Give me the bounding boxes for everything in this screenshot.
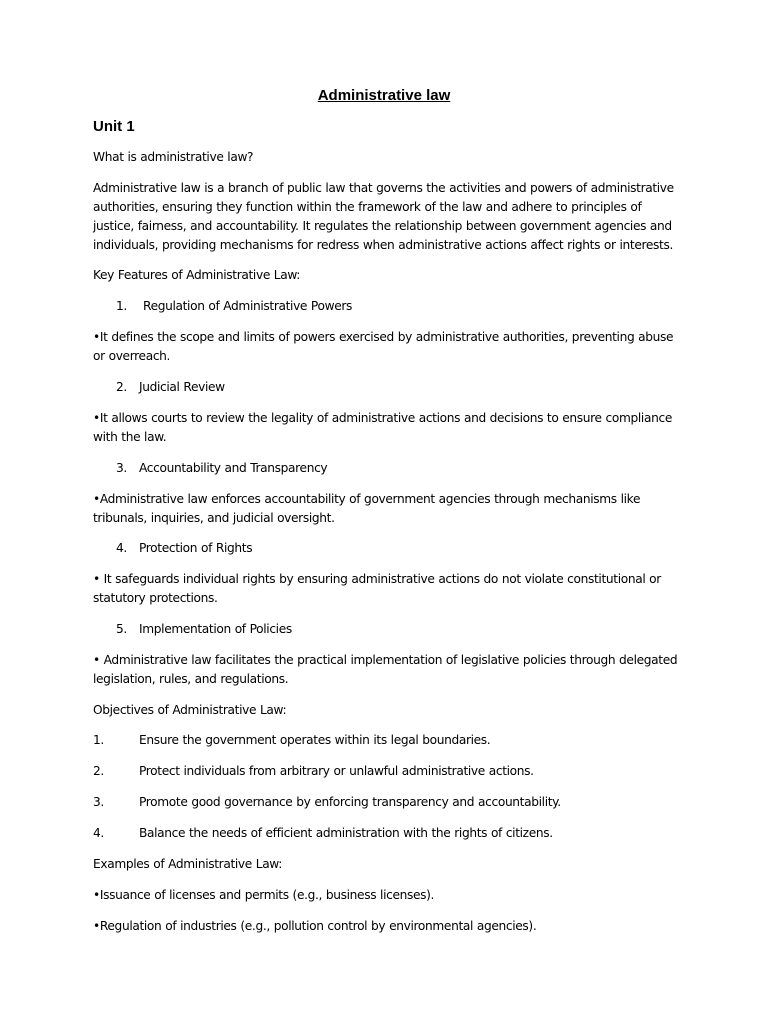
feature-bullet: • It safeguards individual rights by ensuring administrative actions do not violate constitutional or statutory protections. [93,572,661,605]
feature-title: Regulation of Administrative Powers [143,299,353,313]
key-features-heading: Key Features of Administrative Law: [93,268,301,282]
objective-text: Balance the needs of efficient administration with the rights of citizens. [139,826,553,840]
feature-bullet: •It defines the scope and limits of powers exercised by administrative authorities, preventing abuse or overreach. [93,330,674,363]
question-text: What is administrative law? [93,150,254,164]
feature-number: 2. [116,380,127,394]
objective-number: 3. [93,795,104,809]
unit-heading: Unit 1 [93,118,135,135]
feature-number: 1. [116,299,127,313]
objective-text: Promote good governance by enforcing transparency and accountability. [139,795,561,809]
feature-bullet: • Administrative law facilitates the practical implementation of legislative policies through delegated legislation, rules, and regulations. [93,653,678,686]
objective-text: Ensure the government operates within its legal boundaries. [139,733,491,747]
objective-text: Protect individuals from arbitrary or unlawful administrative actions. [139,764,534,778]
feature-number: 5. [116,622,127,636]
examples-heading: Examples of Administrative Law: [93,857,283,871]
example-item: •Issuance of licenses and permits (e.g., business licenses). [93,888,435,902]
feature-bullet: •It allows courts to review the legality of administrative actions and decisions to ensure compliance with the law. [93,411,672,444]
feature-title: Judicial Review [139,380,225,394]
feature-title: Protection of Rights [139,541,253,555]
feature-title: Implementation of Policies [139,622,292,636]
feature-title: Accountability and Transparency [139,461,328,475]
feature-bullet: •Administrative law enforces accountability of government agencies through mechanisms like tribunals, inquiries, and judicial oversight. [93,492,641,525]
feature-number: 3. [116,461,127,475]
feature-number: 4. [116,541,127,555]
objective-number: 2. [93,764,104,778]
definition-paragraph: Administrative law is a branch of public law that governs the activities and powers of administrative authorities, ensuring they function within the framework of the law and adhere to principles of justice, fairness, and accountability. It regulates the relationship between government agencies and individuals, providing mechanisms for redress when administrative actions affect rights or interests. [93,181,674,252]
document-title: Administrative law [317,87,451,104]
objective-number: 4. [93,826,104,840]
objectives-heading: Objectives of Administrative Law: [93,703,287,717]
example-item: •Regulation of industries (e.g., pollution control by environmental agencies). [93,919,537,933]
objective-number: 1. [93,733,104,747]
